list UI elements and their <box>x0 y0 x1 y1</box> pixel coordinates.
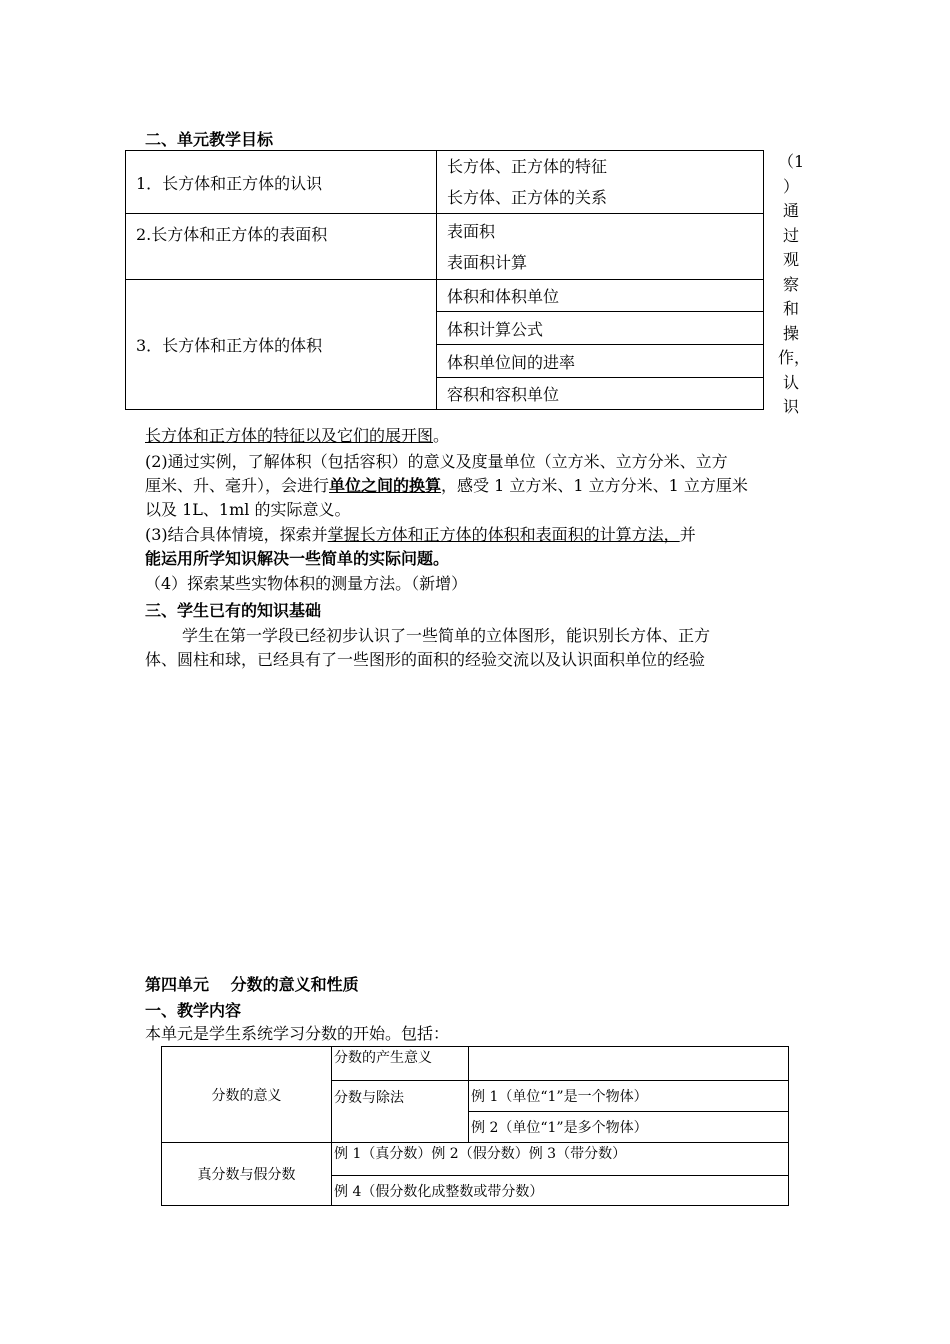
text-line <box>145 523 696 547</box>
text: (3)结合具体情境，探索并 <box>145 525 328 544</box>
table-cell: 例 1（单位“1”是一个物体） <box>469 1081 789 1112</box>
vertical-char: 和 <box>782 299 799 318</box>
knowledge-paragraph <box>145 624 710 672</box>
goal-paragraph-4: （4）探索某些实物体积的测量方法。（新增） <box>145 574 468 593</box>
text-line <box>145 474 748 498</box>
section-heading-content: 一、教学内容 <box>145 1001 242 1020</box>
vertical-char: 认 <box>782 372 799 392</box>
goals-table <box>125 150 764 410</box>
vertical-char: （1 <box>778 152 805 171</box>
section-heading-knowledge: 三、学生已有的知识基础 <box>145 601 322 620</box>
table-cell: 分数与除法 <box>332 1081 469 1143</box>
goal-1-item: 长方体、正方体的关系 <box>447 188 608 207</box>
fraction-meaning-group: 分数的意义 <box>162 1047 332 1143</box>
goal-2-item: 表面积 <box>447 221 496 241</box>
text-line: 能运用所学知识解决一些简单的实际问题。 <box>145 549 450 568</box>
goal-3-item: 体积和体积单位 <box>437 280 764 312</box>
vertical-text <box>778 150 811 420</box>
goal-2-item: 表面积计算 <box>447 252 528 272</box>
text: 并 <box>679 525 696 544</box>
text-line: 学生在第一学段已经初步认识了一些简单的立体图形，能识别长方体、正方 <box>182 626 711 645</box>
vertical-char: 操 <box>782 323 799 343</box>
goal-3: 3．长方体和正方体的体积 <box>126 280 437 410</box>
table-cell: 例 1（真分数）例 2（假分数）例 3（带分数） <box>332 1143 789 1176</box>
text: ，感受 1 立方米、1 立方分米、1 立方厘米 <box>441 476 748 495</box>
table-cell: 分数的产生意义 <box>332 1047 469 1081</box>
goal-3-item: 体积计算公式 <box>437 312 764 345</box>
emphasis-phrase: 单位之间的换算 <box>329 476 442 495</box>
table-cell: 例 2（单位“1”是多个物体） <box>469 1112 789 1143</box>
goal-paragraph-1-end <box>145 424 449 448</box>
underlined-phrase: 长方体和正方体的特征以及它们的展开图 <box>145 426 434 445</box>
table-cell <box>469 1047 789 1081</box>
fraction-content-table <box>161 1046 789 1206</box>
text: 。 <box>433 426 450 445</box>
vertical-char: 作， <box>778 348 811 367</box>
goal-1-details <box>437 151 764 214</box>
proper-improper-group: 真分数与假分数 <box>162 1143 332 1206</box>
goal-2-details <box>437 214 764 280</box>
underlined-phrase: 掌握长方体和正方体的体积和表面积的计算方法， <box>327 525 680 544</box>
goal-paragraph-3 <box>145 523 696 571</box>
vertical-char: 通 <box>782 201 799 220</box>
vertical-char: 察 <box>782 274 799 294</box>
goal-3-item: 体积单位间的进率 <box>437 345 764 378</box>
unit-title: 第四单元 分数的意义和性质 <box>145 975 359 994</box>
text-line: (2)通过实例，了解体积（包括容积）的意义及度量单位（立方米、立方分米、立方 <box>145 452 728 471</box>
table-cell: 例 4（假分数化成整数或带分数） <box>332 1176 789 1206</box>
vertical-char: 识 <box>782 397 799 416</box>
text-line: 以及 1L、1ml 的实际意义。 <box>145 500 351 519</box>
text: 厘米、升、毫升），会进行 <box>145 476 330 495</box>
goal-2: 2.长方体和正方体的表面积 <box>126 214 437 280</box>
goal-3-item: 容积和容积单位 <box>437 378 764 410</box>
goal-1-item: 长方体、正方体的特征 <box>447 157 608 176</box>
section-heading-goals: 二、单元教学目标 <box>145 130 274 149</box>
goal-1: 1．长方体和正方体的认识 <box>126 151 437 214</box>
vertical-char: ） <box>782 176 799 196</box>
text-line: 体、圆柱和球，已经具有了一些图形的面积的经验交流以及认识面积单位的经验 <box>145 650 706 669</box>
vertical-char: 观 <box>782 250 799 269</box>
goal-paragraph-2 <box>145 450 748 522</box>
content-intro: 本单元是学生系统学习分数的开始。包括： <box>145 1024 450 1043</box>
vertical-char: 过 <box>782 225 799 245</box>
